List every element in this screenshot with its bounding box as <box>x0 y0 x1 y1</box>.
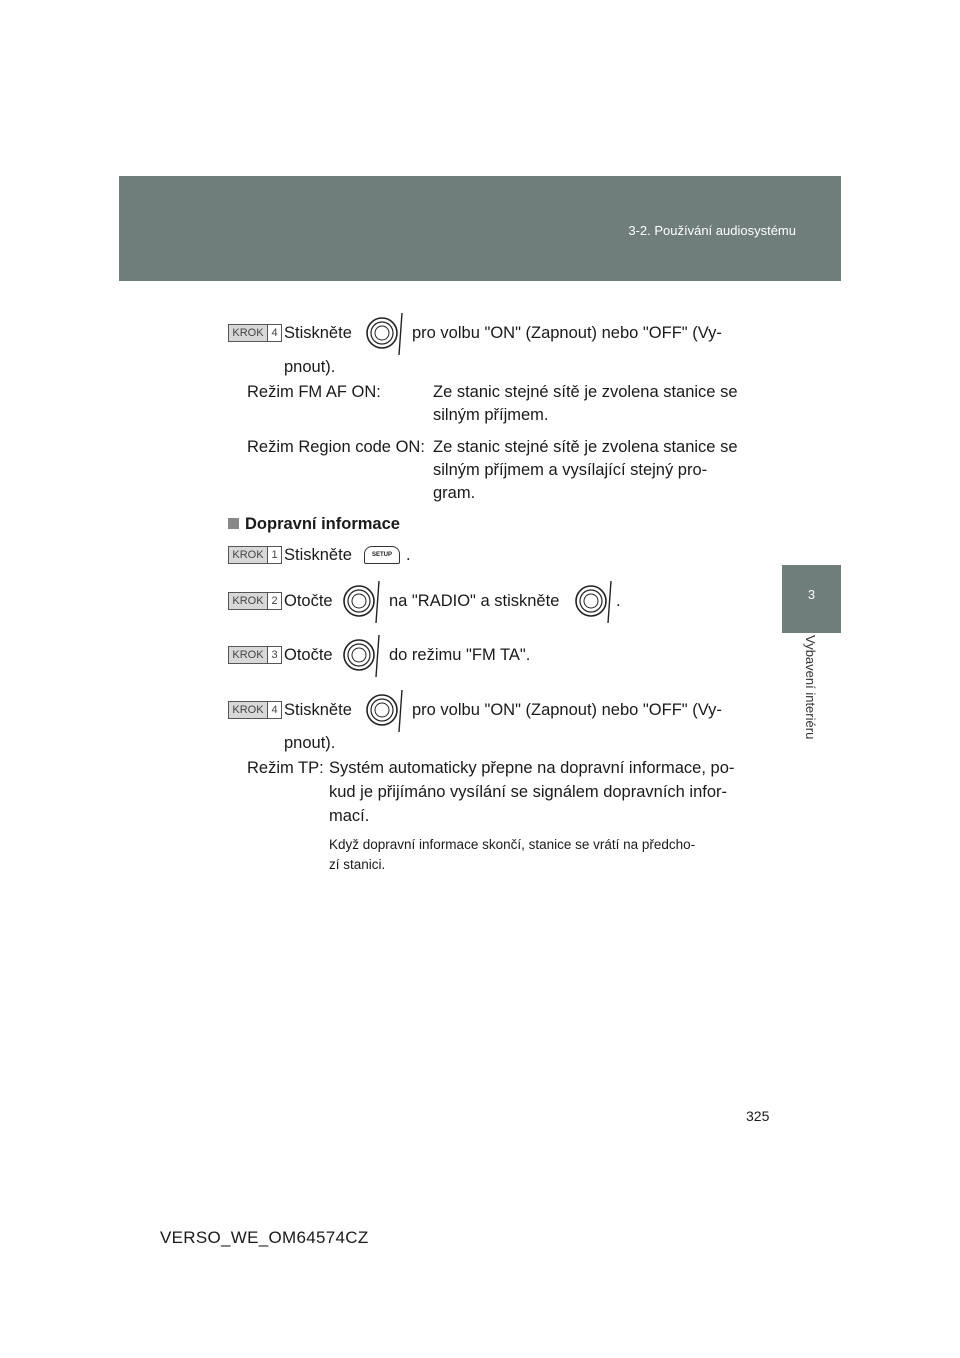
step-word: KROK <box>229 702 268 718</box>
step-badge <box>228 592 282 610</box>
step-text-middle: na "RADIO" a stiskněte <box>389 592 560 610</box>
tune-knob-icon <box>341 631 381 679</box>
setup-button-icon: SETUP <box>364 546 400 564</box>
chapter-label: Vybavení interiéru <box>803 635 818 740</box>
step-text-after: . <box>616 592 621 610</box>
tune-knob-icon <box>341 577 381 625</box>
mode-desc: silným příjmem. <box>433 406 549 424</box>
step-text-after: . <box>406 546 411 564</box>
document-code: VERSO_WE_OM64574CZ <box>160 1228 369 1247</box>
step-word: KROK <box>229 325 268 341</box>
step-word: KROK <box>229 547 268 563</box>
step-number: 2 <box>268 593 281 609</box>
mode-desc: gram. <box>433 484 476 502</box>
step-badge <box>228 646 282 664</box>
step-word: KROK <box>229 647 268 663</box>
step-text-after: pro volbu "ON" (Zapnout) nebo "OFF" (Vy- <box>412 701 722 719</box>
step-text: Stiskněte <box>284 546 352 564</box>
bullet-square-icon <box>228 518 239 529</box>
step-badge <box>228 701 282 719</box>
tune-knob-icon <box>364 686 404 734</box>
section-heading <box>228 512 400 536</box>
step-text-after: pro volbu "ON" (Zapnout) nebo "OFF" (Vy- <box>412 324 722 342</box>
chapter-number: 3 <box>807 587 816 602</box>
mode-label: Režim FM AF ON: <box>247 383 381 401</box>
tp-desc: mací. <box>329 807 370 825</box>
page-number: 325 <box>746 1108 770 1124</box>
mode-label: Režim Region code ON: <box>247 438 425 456</box>
step-text-after: do režimu "FM TA". <box>389 646 531 664</box>
mode-desc: Ze stanic stejné sítě je zvolena stanice se <box>433 438 738 456</box>
tp-label: Režim TP: <box>247 759 324 777</box>
step-text-cont: pnout). <box>284 734 336 752</box>
step-text: Otočte <box>284 592 333 610</box>
section-title-header: 3-2. Používání audiosystému <box>628 223 796 238</box>
step-text: Stiskněte <box>284 701 352 719</box>
step-text-cont: pnout). <box>284 358 336 376</box>
section-heading-text: Dopravní informace <box>245 515 400 533</box>
mode-desc: silným příjmem a vysílající stejný pro- <box>433 461 708 479</box>
step-number: 1 <box>268 547 281 563</box>
step-number: 4 <box>268 325 281 341</box>
step-word: KROK <box>229 593 268 609</box>
step-number: 4 <box>268 702 281 718</box>
step-badge <box>228 324 282 342</box>
tp-desc: Systém automaticky přepne na dopravní informace, po- <box>329 759 735 777</box>
step-number: 3 <box>268 647 281 663</box>
step-text: Otočte <box>284 646 333 664</box>
tp-note: Když dopravní informace skončí, stanice se vrátí na předcho- <box>329 837 696 852</box>
tp-note: zí stanici. <box>329 857 386 872</box>
step-text: Stiskněte <box>284 324 352 342</box>
tp-desc: kud je přijímáno vysílání se signálem dopravních infor- <box>329 783 728 801</box>
tune-knob-icon <box>364 309 404 357</box>
tune-knob-icon <box>573 577 613 625</box>
step-badge <box>228 546 282 564</box>
mode-desc: Ze stanic stejné sítě je zvolena stanice se <box>433 383 738 401</box>
